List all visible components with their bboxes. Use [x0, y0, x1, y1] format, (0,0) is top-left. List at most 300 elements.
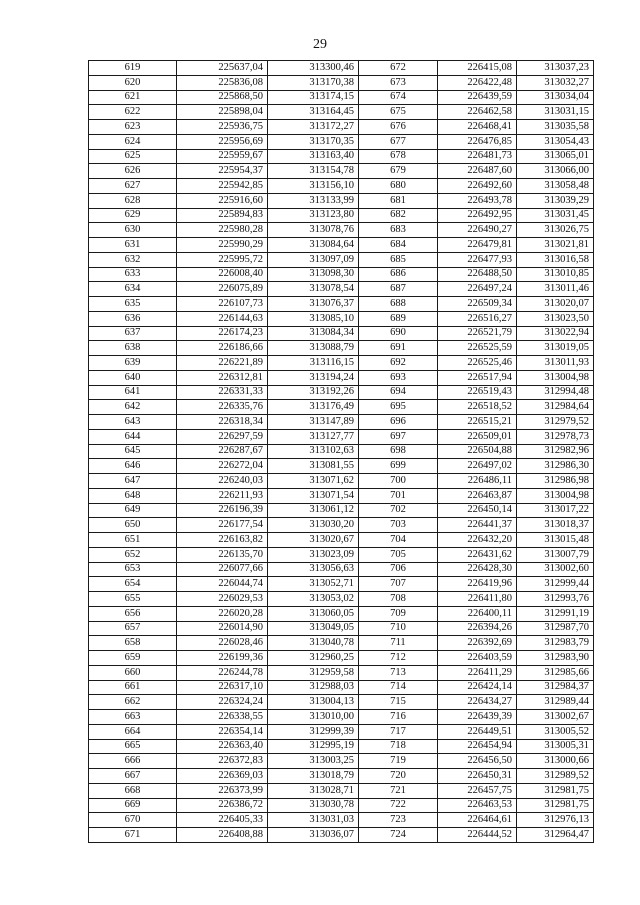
table-row: [89, 533, 594, 548]
table-cell-x-coordinate: 226525,59: [438, 341, 517, 356]
table-cell-point-number: 648: [89, 488, 177, 503]
table-cell-y-coordinate: 313020,67: [268, 533, 359, 548]
table-cell-x-coordinate: 226516,27: [438, 311, 517, 326]
table-cell-x-coordinate: 226439,59: [438, 90, 517, 105]
table-cell-point-number: 705: [359, 547, 438, 562]
table-row: [89, 828, 594, 843]
table-row: [89, 326, 594, 341]
table-cell-y-coordinate: 312986,30: [517, 459, 594, 474]
table-cell-y-coordinate: 313147,89: [268, 415, 359, 430]
table-cell-x-coordinate: 226107,73: [177, 297, 268, 312]
table-cell-y-coordinate: 313026,75: [517, 223, 594, 238]
table-cell-y-coordinate: 313133,99: [268, 193, 359, 208]
table-cell-y-coordinate: 312981,75: [517, 798, 594, 813]
table-cell-x-coordinate: 226392,69: [438, 636, 517, 651]
table-cell-y-coordinate: 313084,64: [268, 238, 359, 253]
table-cell-y-coordinate: 313156,10: [268, 179, 359, 194]
table-cell-y-coordinate: 313076,37: [268, 297, 359, 312]
table-row: [89, 459, 594, 474]
table-cell-y-coordinate: 313088,79: [268, 341, 359, 356]
table-cell-y-coordinate: 313097,09: [268, 252, 359, 267]
table-cell-point-number: 711: [359, 636, 438, 651]
table-cell-y-coordinate: 313174,15: [268, 90, 359, 105]
table-cell-y-coordinate: 313054,43: [517, 134, 594, 149]
table-cell-y-coordinate: 313023,09: [268, 547, 359, 562]
table-cell-point-number: 643: [89, 415, 177, 430]
table-cell-point-number: 697: [359, 429, 438, 444]
table-cell-point-number: 681: [359, 193, 438, 208]
table-cell-x-coordinate: 225836,08: [177, 75, 268, 90]
table-cell-point-number: 703: [359, 518, 438, 533]
table-row: [89, 385, 594, 400]
table-cell-x-coordinate: 226014,90: [177, 621, 268, 636]
table-cell-point-number: 724: [359, 828, 438, 843]
table-cell-x-coordinate: 226517,94: [438, 370, 517, 385]
table-cell-x-coordinate: 226240,03: [177, 474, 268, 489]
table-cell-point-number: 715: [359, 695, 438, 710]
table-cell-x-coordinate: 226441,37: [438, 518, 517, 533]
table-cell-x-coordinate: 226486,11: [438, 474, 517, 489]
table-cell-y-coordinate: 313194,24: [268, 370, 359, 385]
table-cell-x-coordinate: 226476,85: [438, 134, 517, 149]
table-cell-y-coordinate: 313163,40: [268, 149, 359, 164]
table-cell-point-number: 672: [359, 61, 438, 76]
table-cell-point-number: 638: [89, 341, 177, 356]
table-cell-point-number: 716: [359, 710, 438, 725]
table-cell-y-coordinate: 313040,78: [268, 636, 359, 651]
table-row: [89, 356, 594, 371]
table-row: [89, 179, 594, 194]
table-cell-y-coordinate: 313010,85: [517, 267, 594, 282]
table-cell-y-coordinate: 312964,47: [517, 828, 594, 843]
table-cell-y-coordinate: 313022,94: [517, 326, 594, 341]
table-cell-y-coordinate: 312986,98: [517, 474, 594, 489]
table-cell-point-number: 668: [89, 783, 177, 798]
table-cell-x-coordinate: 226504,88: [438, 444, 517, 459]
table-cell-x-coordinate: 226020,28: [177, 606, 268, 621]
table-cell-x-coordinate: 226386,72: [177, 798, 268, 813]
table-cell-point-number: 707: [359, 577, 438, 592]
table-cell-x-coordinate: 226481,73: [438, 149, 517, 164]
table-cell-y-coordinate: 312978,73: [517, 429, 594, 444]
table-row: [89, 238, 594, 253]
table-cell-point-number: 641: [89, 385, 177, 400]
table-cell-x-coordinate: 226525,46: [438, 356, 517, 371]
table-row: [89, 636, 594, 651]
table-cell-point-number: 624: [89, 134, 177, 149]
table-cell-x-coordinate: 226174,23: [177, 326, 268, 341]
table-cell-x-coordinate: 226287,67: [177, 444, 268, 459]
table-cell-y-coordinate: 313004,13: [268, 695, 359, 710]
table-cell-y-coordinate: 312976,13: [517, 813, 594, 828]
table-cell-x-coordinate: 225990,29: [177, 238, 268, 253]
table-cell-x-coordinate: 226519,43: [438, 385, 517, 400]
table-cell-point-number: 670: [89, 813, 177, 828]
table-cell-y-coordinate: 313011,93: [517, 356, 594, 371]
table-cell-point-number: 673: [359, 75, 438, 90]
table-cell-point-number: 631: [89, 238, 177, 253]
table-row: [89, 621, 594, 636]
table-cell-point-number: 625: [89, 149, 177, 164]
table-cell-y-coordinate: 312988,03: [268, 680, 359, 695]
table-row: [89, 134, 594, 149]
table-row: [89, 577, 594, 592]
table-cell-point-number: 654: [89, 577, 177, 592]
table-cell-y-coordinate: 313015,48: [517, 533, 594, 548]
table-cell-point-number: 667: [89, 769, 177, 784]
table-cell-point-number: 661: [89, 680, 177, 695]
table-cell-y-coordinate: 313102,63: [268, 444, 359, 459]
table-cell-x-coordinate: 226177,54: [177, 518, 268, 533]
table-cell-x-coordinate: 226408,88: [177, 828, 268, 843]
table-row: [89, 695, 594, 710]
table-cell-point-number: 713: [359, 665, 438, 680]
table-cell-point-number: 699: [359, 459, 438, 474]
table-cell-y-coordinate: 313021,81: [517, 238, 594, 253]
table-cell-y-coordinate: 313066,00: [517, 164, 594, 179]
table-row: [89, 105, 594, 120]
table-cell-x-coordinate: 226457,75: [438, 783, 517, 798]
table-cell-point-number: 627: [89, 179, 177, 194]
table-cell-point-number: 659: [89, 651, 177, 666]
table-cell-x-coordinate: 226497,02: [438, 459, 517, 474]
table-cell-point-number: 693: [359, 370, 438, 385]
table-cell-x-coordinate: 225980,28: [177, 223, 268, 238]
table-cell-x-coordinate: 226479,81: [438, 238, 517, 253]
table-cell-point-number: 714: [359, 680, 438, 695]
table-cell-y-coordinate: 312987,70: [517, 621, 594, 636]
table-cell-point-number: 621: [89, 90, 177, 105]
table-row: [89, 798, 594, 813]
table-cell-y-coordinate: 313011,46: [517, 282, 594, 297]
table-cell-y-coordinate: 313053,02: [268, 592, 359, 607]
table-cell-y-coordinate: 313010,00: [268, 710, 359, 725]
table-row: [89, 267, 594, 282]
table-cell-x-coordinate: 226493,78: [438, 193, 517, 208]
table-cell-x-coordinate: 226464,61: [438, 813, 517, 828]
table-row: [89, 724, 594, 739]
table-cell-x-coordinate: 225868,50: [177, 90, 268, 105]
table-cell-x-coordinate: 226463,53: [438, 798, 517, 813]
table-cell-x-coordinate: 226199,36: [177, 651, 268, 666]
table-cell-x-coordinate: 226335,76: [177, 400, 268, 415]
table-row: [89, 341, 594, 356]
table-cell-y-coordinate: 312960,25: [268, 651, 359, 666]
table-cell-y-coordinate: 313032,27: [517, 75, 594, 90]
table-cell-y-coordinate: 313058,48: [517, 179, 594, 194]
table-cell-y-coordinate: 313170,35: [268, 134, 359, 149]
table-row: [89, 474, 594, 489]
table-cell-point-number: 687: [359, 282, 438, 297]
table-cell-x-coordinate: 226331,33: [177, 385, 268, 400]
table-cell-x-coordinate: 226515,21: [438, 415, 517, 430]
table-row: [89, 297, 594, 312]
table-cell-point-number: 664: [89, 724, 177, 739]
table-row: [89, 370, 594, 385]
table-cell-y-coordinate: 312985,66: [517, 665, 594, 680]
table-cell-y-coordinate: 313034,04: [517, 90, 594, 105]
table-cell-y-coordinate: 312981,75: [517, 783, 594, 798]
table-row: [89, 252, 594, 267]
table-cell-y-coordinate: 313035,58: [517, 120, 594, 135]
table-cell-y-coordinate: 313036,07: [268, 828, 359, 843]
table-cell-y-coordinate: 313060,05: [268, 606, 359, 621]
table-cell-y-coordinate: 313170,38: [268, 75, 359, 90]
table-cell-point-number: 658: [89, 636, 177, 651]
table-cell-y-coordinate: 313004,98: [517, 488, 594, 503]
table-cell-x-coordinate: 226450,31: [438, 769, 517, 784]
table-cell-x-coordinate: 225898,04: [177, 105, 268, 120]
table-row: [89, 592, 594, 607]
table-cell-point-number: 696: [359, 415, 438, 430]
table-cell-y-coordinate: 313017,22: [517, 503, 594, 518]
table-cell-point-number: 629: [89, 208, 177, 223]
table-cell-y-coordinate: 313172,27: [268, 120, 359, 135]
table-cell-x-coordinate: 226439,39: [438, 710, 517, 725]
table-cell-x-coordinate: 226029,53: [177, 592, 268, 607]
table-row: [89, 223, 594, 238]
table-cell-y-coordinate: 313300,46: [268, 61, 359, 76]
table-cell-point-number: 701: [359, 488, 438, 503]
table-cell-y-coordinate: 313081,55: [268, 459, 359, 474]
table-cell-point-number: 633: [89, 267, 177, 282]
table-cell-x-coordinate: 226186,66: [177, 341, 268, 356]
table-cell-point-number: 706: [359, 562, 438, 577]
table-row: [89, 813, 594, 828]
table-cell-point-number: 626: [89, 164, 177, 179]
table-row: [89, 311, 594, 326]
table-cell-y-coordinate: 313123,80: [268, 208, 359, 223]
table-row: [89, 90, 594, 105]
table-cell-x-coordinate: 226324,24: [177, 695, 268, 710]
table-cell-x-coordinate: 226077,66: [177, 562, 268, 577]
table-cell-point-number: 662: [89, 695, 177, 710]
table-cell-x-coordinate: 226312,81: [177, 370, 268, 385]
table-cell-point-number: 657: [89, 621, 177, 636]
table-cell-x-coordinate: 225942,85: [177, 179, 268, 194]
page-number: 29: [313, 37, 327, 52]
table-cell-y-coordinate: 312983,90: [517, 651, 594, 666]
table-cell-x-coordinate: 225637,04: [177, 61, 268, 76]
table-cell-point-number: 642: [89, 400, 177, 415]
table-cell-y-coordinate: 312995,19: [268, 739, 359, 754]
table-cell-point-number: 694: [359, 385, 438, 400]
table-cell-x-coordinate: 226318,34: [177, 415, 268, 430]
table-row: [89, 547, 594, 562]
table-row: [89, 783, 594, 798]
table-cell-y-coordinate: 313018,79: [268, 769, 359, 784]
table-cell-x-coordinate: 225936,75: [177, 120, 268, 135]
table-cell-y-coordinate: 313030,20: [268, 518, 359, 533]
table-cell-x-coordinate: 226135,70: [177, 547, 268, 562]
table-cell-y-coordinate: 312991,19: [517, 606, 594, 621]
table-cell-y-coordinate: 313084,34: [268, 326, 359, 341]
table-cell-y-coordinate: 313007,79: [517, 547, 594, 562]
table-cell-y-coordinate: 313085,10: [268, 311, 359, 326]
table-cell-y-coordinate: 313071,54: [268, 488, 359, 503]
table-cell-point-number: 676: [359, 120, 438, 135]
table-cell-point-number: 623: [89, 120, 177, 135]
table-cell-x-coordinate: 226518,52: [438, 400, 517, 415]
table-row: [89, 208, 594, 223]
table-cell-y-coordinate: 313164,45: [268, 105, 359, 120]
table-cell-x-coordinate: 226372,83: [177, 754, 268, 769]
table-row: [89, 606, 594, 621]
table-cell-x-coordinate: 226044,74: [177, 577, 268, 592]
table-cell-x-coordinate: 226462,58: [438, 105, 517, 120]
table-row: [89, 120, 594, 135]
table-cell-x-coordinate: 226456,50: [438, 754, 517, 769]
table-cell-point-number: 695: [359, 400, 438, 415]
table-cell-y-coordinate: 313098,30: [268, 267, 359, 282]
table-cell-x-coordinate: 225916,60: [177, 193, 268, 208]
table-cell-point-number: 646: [89, 459, 177, 474]
table-cell-point-number: 660: [89, 665, 177, 680]
table-cell-point-number: 704: [359, 533, 438, 548]
table-cell-point-number: 619: [89, 61, 177, 76]
table-row: [89, 149, 594, 164]
table-cell-y-coordinate: 313127,77: [268, 429, 359, 444]
table-cell-y-coordinate: 312983,79: [517, 636, 594, 651]
table-cell-point-number: 688: [359, 297, 438, 312]
table-cell-x-coordinate: 226411,29: [438, 665, 517, 680]
table-cell-x-coordinate: 226400,11: [438, 606, 517, 621]
table-cell-point-number: 655: [89, 592, 177, 607]
table-cell-y-coordinate: 312999,39: [268, 724, 359, 739]
table-cell-point-number: 649: [89, 503, 177, 518]
table-row: [89, 680, 594, 695]
table-cell-point-number: 721: [359, 783, 438, 798]
table-cell-x-coordinate: 226211,93: [177, 488, 268, 503]
table-row: [89, 61, 594, 76]
table-cell-x-coordinate: 226373,99: [177, 783, 268, 798]
table-cell-point-number: 677: [359, 134, 438, 149]
table-cell-y-coordinate: 313004,98: [517, 370, 594, 385]
table-cell-x-coordinate: 226490,27: [438, 223, 517, 238]
table-cell-y-coordinate: 313020,07: [517, 297, 594, 312]
table-cell-point-number: 640: [89, 370, 177, 385]
table-cell-x-coordinate: 226405,33: [177, 813, 268, 828]
table-cell-x-coordinate: 226477,93: [438, 252, 517, 267]
coordinates-table: [88, 60, 594, 843]
table-cell-point-number: 635: [89, 297, 177, 312]
table-cell-point-number: 622: [89, 105, 177, 120]
table-cell-x-coordinate: 225894,83: [177, 208, 268, 223]
table-cell-x-coordinate: 226411,80: [438, 592, 517, 607]
table-cell-point-number: 645: [89, 444, 177, 459]
table-cell-x-coordinate: 226492,60: [438, 179, 517, 194]
table-cell-x-coordinate: 226075,89: [177, 282, 268, 297]
table-cell-y-coordinate: 313176,49: [268, 400, 359, 415]
table-cell-y-coordinate: 313028,71: [268, 783, 359, 798]
table-cell-point-number: 680: [359, 179, 438, 194]
table-cell-x-coordinate: 226497,24: [438, 282, 517, 297]
table-cell-y-coordinate: 313023,50: [517, 311, 594, 326]
table-cell-point-number: 684: [359, 238, 438, 253]
table-row: [89, 193, 594, 208]
table-cell-x-coordinate: 226338,55: [177, 710, 268, 725]
table-row: [89, 488, 594, 503]
table-cell-y-coordinate: 313071,62: [268, 474, 359, 489]
table-cell-y-coordinate: 312984,37: [517, 680, 594, 695]
table-cell-x-coordinate: 226415,08: [438, 61, 517, 76]
table-cell-point-number: 671: [89, 828, 177, 843]
table-cell-x-coordinate: 226487,60: [438, 164, 517, 179]
table-cell-point-number: 690: [359, 326, 438, 341]
coordinates-table-body: [89, 61, 594, 843]
table-cell-point-number: 717: [359, 724, 438, 739]
table-cell-point-number: 682: [359, 208, 438, 223]
table-cell-x-coordinate: 225956,69: [177, 134, 268, 149]
table-cell-point-number: 663: [89, 710, 177, 725]
table-cell-y-coordinate: 313002,67: [517, 710, 594, 725]
table-cell-x-coordinate: 226144,63: [177, 311, 268, 326]
table-cell-y-coordinate: 313005,52: [517, 724, 594, 739]
table-cell-point-number: 718: [359, 739, 438, 754]
table-cell-x-coordinate: 226317,10: [177, 680, 268, 695]
table-cell-point-number: 652: [89, 547, 177, 562]
table-row: [89, 164, 594, 179]
table-cell-x-coordinate: 226428,30: [438, 562, 517, 577]
table-cell-x-coordinate: 226028,46: [177, 636, 268, 651]
table-row: [89, 429, 594, 444]
table-cell-y-coordinate: 313116,15: [268, 356, 359, 371]
table-cell-y-coordinate: 313078,54: [268, 282, 359, 297]
table-cell-x-coordinate: 226492,95: [438, 208, 517, 223]
table-cell-x-coordinate: 226454,94: [438, 739, 517, 754]
table-cell-x-coordinate: 225995,72: [177, 252, 268, 267]
table-cell-point-number: 712: [359, 651, 438, 666]
table-cell-point-number: 632: [89, 252, 177, 267]
table-cell-y-coordinate: 313031,15: [517, 105, 594, 120]
table-row: [89, 282, 594, 297]
table-cell-point-number: 620: [89, 75, 177, 90]
table-row: [89, 518, 594, 533]
table-cell-point-number: 720: [359, 769, 438, 784]
table-cell-x-coordinate: 226363,40: [177, 739, 268, 754]
table-row: [89, 415, 594, 430]
table-row: [89, 651, 594, 666]
table-cell-point-number: 644: [89, 429, 177, 444]
table-cell-x-coordinate: 226419,96: [438, 577, 517, 592]
table-cell-point-number: 683: [359, 223, 438, 238]
table-cell-y-coordinate: 313018,37: [517, 518, 594, 533]
table-cell-point-number: 666: [89, 754, 177, 769]
table-cell-point-number: 722: [359, 798, 438, 813]
table-cell-y-coordinate: 313031,03: [268, 813, 359, 828]
table-cell-point-number: 665: [89, 739, 177, 754]
table-row: [89, 400, 594, 415]
table-cell-point-number: 691: [359, 341, 438, 356]
table-cell-y-coordinate: 313192,26: [268, 385, 359, 400]
table-cell-x-coordinate: 226434,27: [438, 695, 517, 710]
table-cell-point-number: 678: [359, 149, 438, 164]
table-cell-y-coordinate: 313031,45: [517, 208, 594, 223]
table-cell-x-coordinate: 226424,14: [438, 680, 517, 695]
table-cell-x-coordinate: 226394,26: [438, 621, 517, 636]
table-cell-y-coordinate: 312959,58: [268, 665, 359, 680]
table-cell-y-coordinate: 313049,05: [268, 621, 359, 636]
table-cell-y-coordinate: 313039,29: [517, 193, 594, 208]
table-row: [89, 444, 594, 459]
table-cell-y-coordinate: 312994,48: [517, 385, 594, 400]
table-cell-x-coordinate: 226432,20: [438, 533, 517, 548]
table-cell-y-coordinate: 313154,78: [268, 164, 359, 179]
table-cell-point-number: 651: [89, 533, 177, 548]
table-cell-point-number: 689: [359, 311, 438, 326]
table-cell-x-coordinate: 226444,52: [438, 828, 517, 843]
table-cell-x-coordinate: 226509,34: [438, 297, 517, 312]
